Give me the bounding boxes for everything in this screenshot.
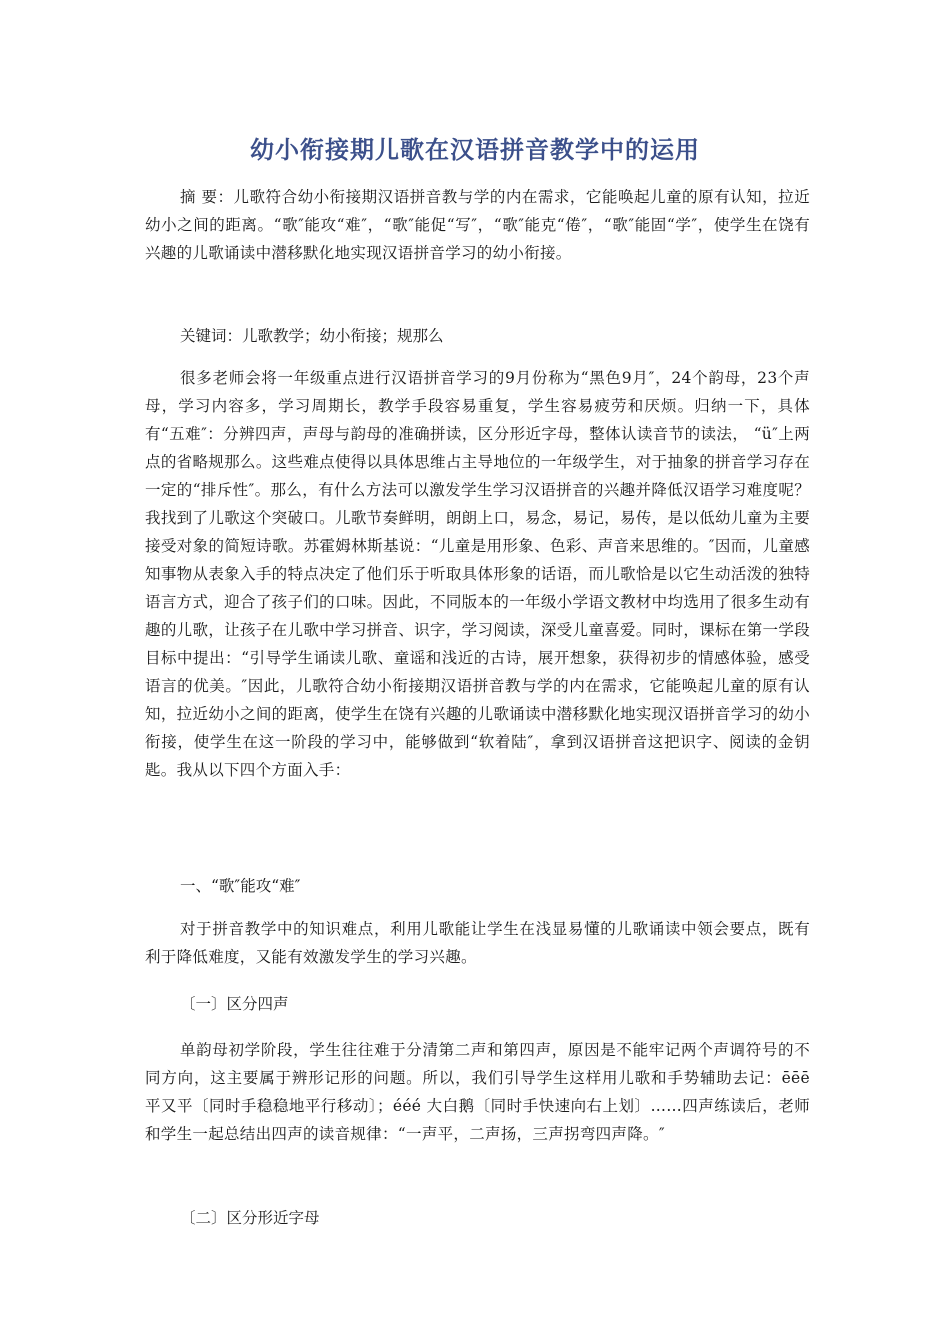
section-1-paragraph: 对于拼音教学中的知识难点，利用儿歌能让学生在浅显易懂的儿歌诵读中领会要点，既有利于降低难度，又能有效激发学生的学习兴趣。 [145, 920, 810, 966]
subsection-1-paragraph: 单韵母初学阶段，学生往往难于分清第二声和第四声，原因是不能牢记两个声调符号的不同方向，这主要属于辨形记形的问题。所以，我们引导学生这样用儿歌和手势辅助去记：ēēē 平又平〔同时手稳稳地平行移动〕；ééé 大白鹅〔同时手快速向右上划〕……四声练读后，老师和学生一起总结出四声的读音规律：“一声平，二声扬，三声拐弯四声降。″ [145, 1041, 810, 1143]
keywords-line: 关键词：儿歌教学；幼小衔接；规那么 [180, 327, 444, 345]
section-1-heading: 一、“歌″能攻“难″ [180, 877, 301, 895]
subsection-2-heading: 〔二〕区分形近字母 [180, 1209, 320, 1227]
abstract-paragraph: 摘 要：儿歌符合幼小衔接期汉语拼音教与学的内在需求，它能唤起儿童的原有认知，拉近幼小之间的距离。“歌″能攻“难″，“歌″能促“写″，“歌″能克“倦″，“歌″能固“学″，使学生在饶有兴趣的儿歌诵读中潜移默化地实现汉语拼音学习的幼小衔接。 [145, 188, 810, 262]
document-title: 幼小衔接期儿歌在汉语拼音教学中的运用 [250, 136, 700, 164]
subsection-1-heading: 〔一〕区分四声 [180, 995, 289, 1013]
intro-paragraph: 很多老师会将一年级重点进行汉语拼音学习的9月份称为“黑色9月″，24个韵母，23个声母，学习内容多，学习周期长，教学手段容易重复，学生容易疲劳和厌烦。归纳一下，具体有“五难″：分辨四声，声母与韵母的准确拼读，区分形近字母，整体认读音节的读法， “ü″上两点的省略规那么。这些难点使得以具体思维占主导地位的一年级学生，对于抽象的拼音学习存在一定的“排斥性″。那么，有什么方法可以激发学生学习汉语拼音的兴趣并降低汉语学习难度呢？我找到了儿歌这个突破口。儿歌节奏鲜明，朗朗上口，易念，易记，易传，是以低幼儿童为主要接受对象的简短诗歌。苏霍姆林斯基说：“儿童是用形象、色彩、声音来思维的。″因而，儿童感知事物从表象入手的特点决定了他们乐于听取具体形象的话语，而儿歌恰是以它生动活泼的独特语言方式，迎合了孩子们的口味。因此，不同版本的一年级小学语文教材中均选用了很多生动有趣的儿歌，让孩子在儿歌中学习拼音、识字，学习阅读，深受儿童喜爱。同时，课标在第一学段目标中提出：“引导学生诵读儿歌、童谣和浅近的古诗，展开想象，获得初步的情感体验，感受语言的优美。″因此，儿歌符合幼小衔接期汉语拼音教与学的内在需求，它能唤起儿童的原有认知，拉近幼小之间的距离，使学生在饶有兴趣的儿歌诵读中潜移默化地实现汉语拼音学习的幼小衔接，使学生在这一阶段的学习中，能够做到“软着陆″，拿到汉语拼音这把识字、阅读的金钥匙。我从以下四个方面入手： [145, 369, 810, 779]
